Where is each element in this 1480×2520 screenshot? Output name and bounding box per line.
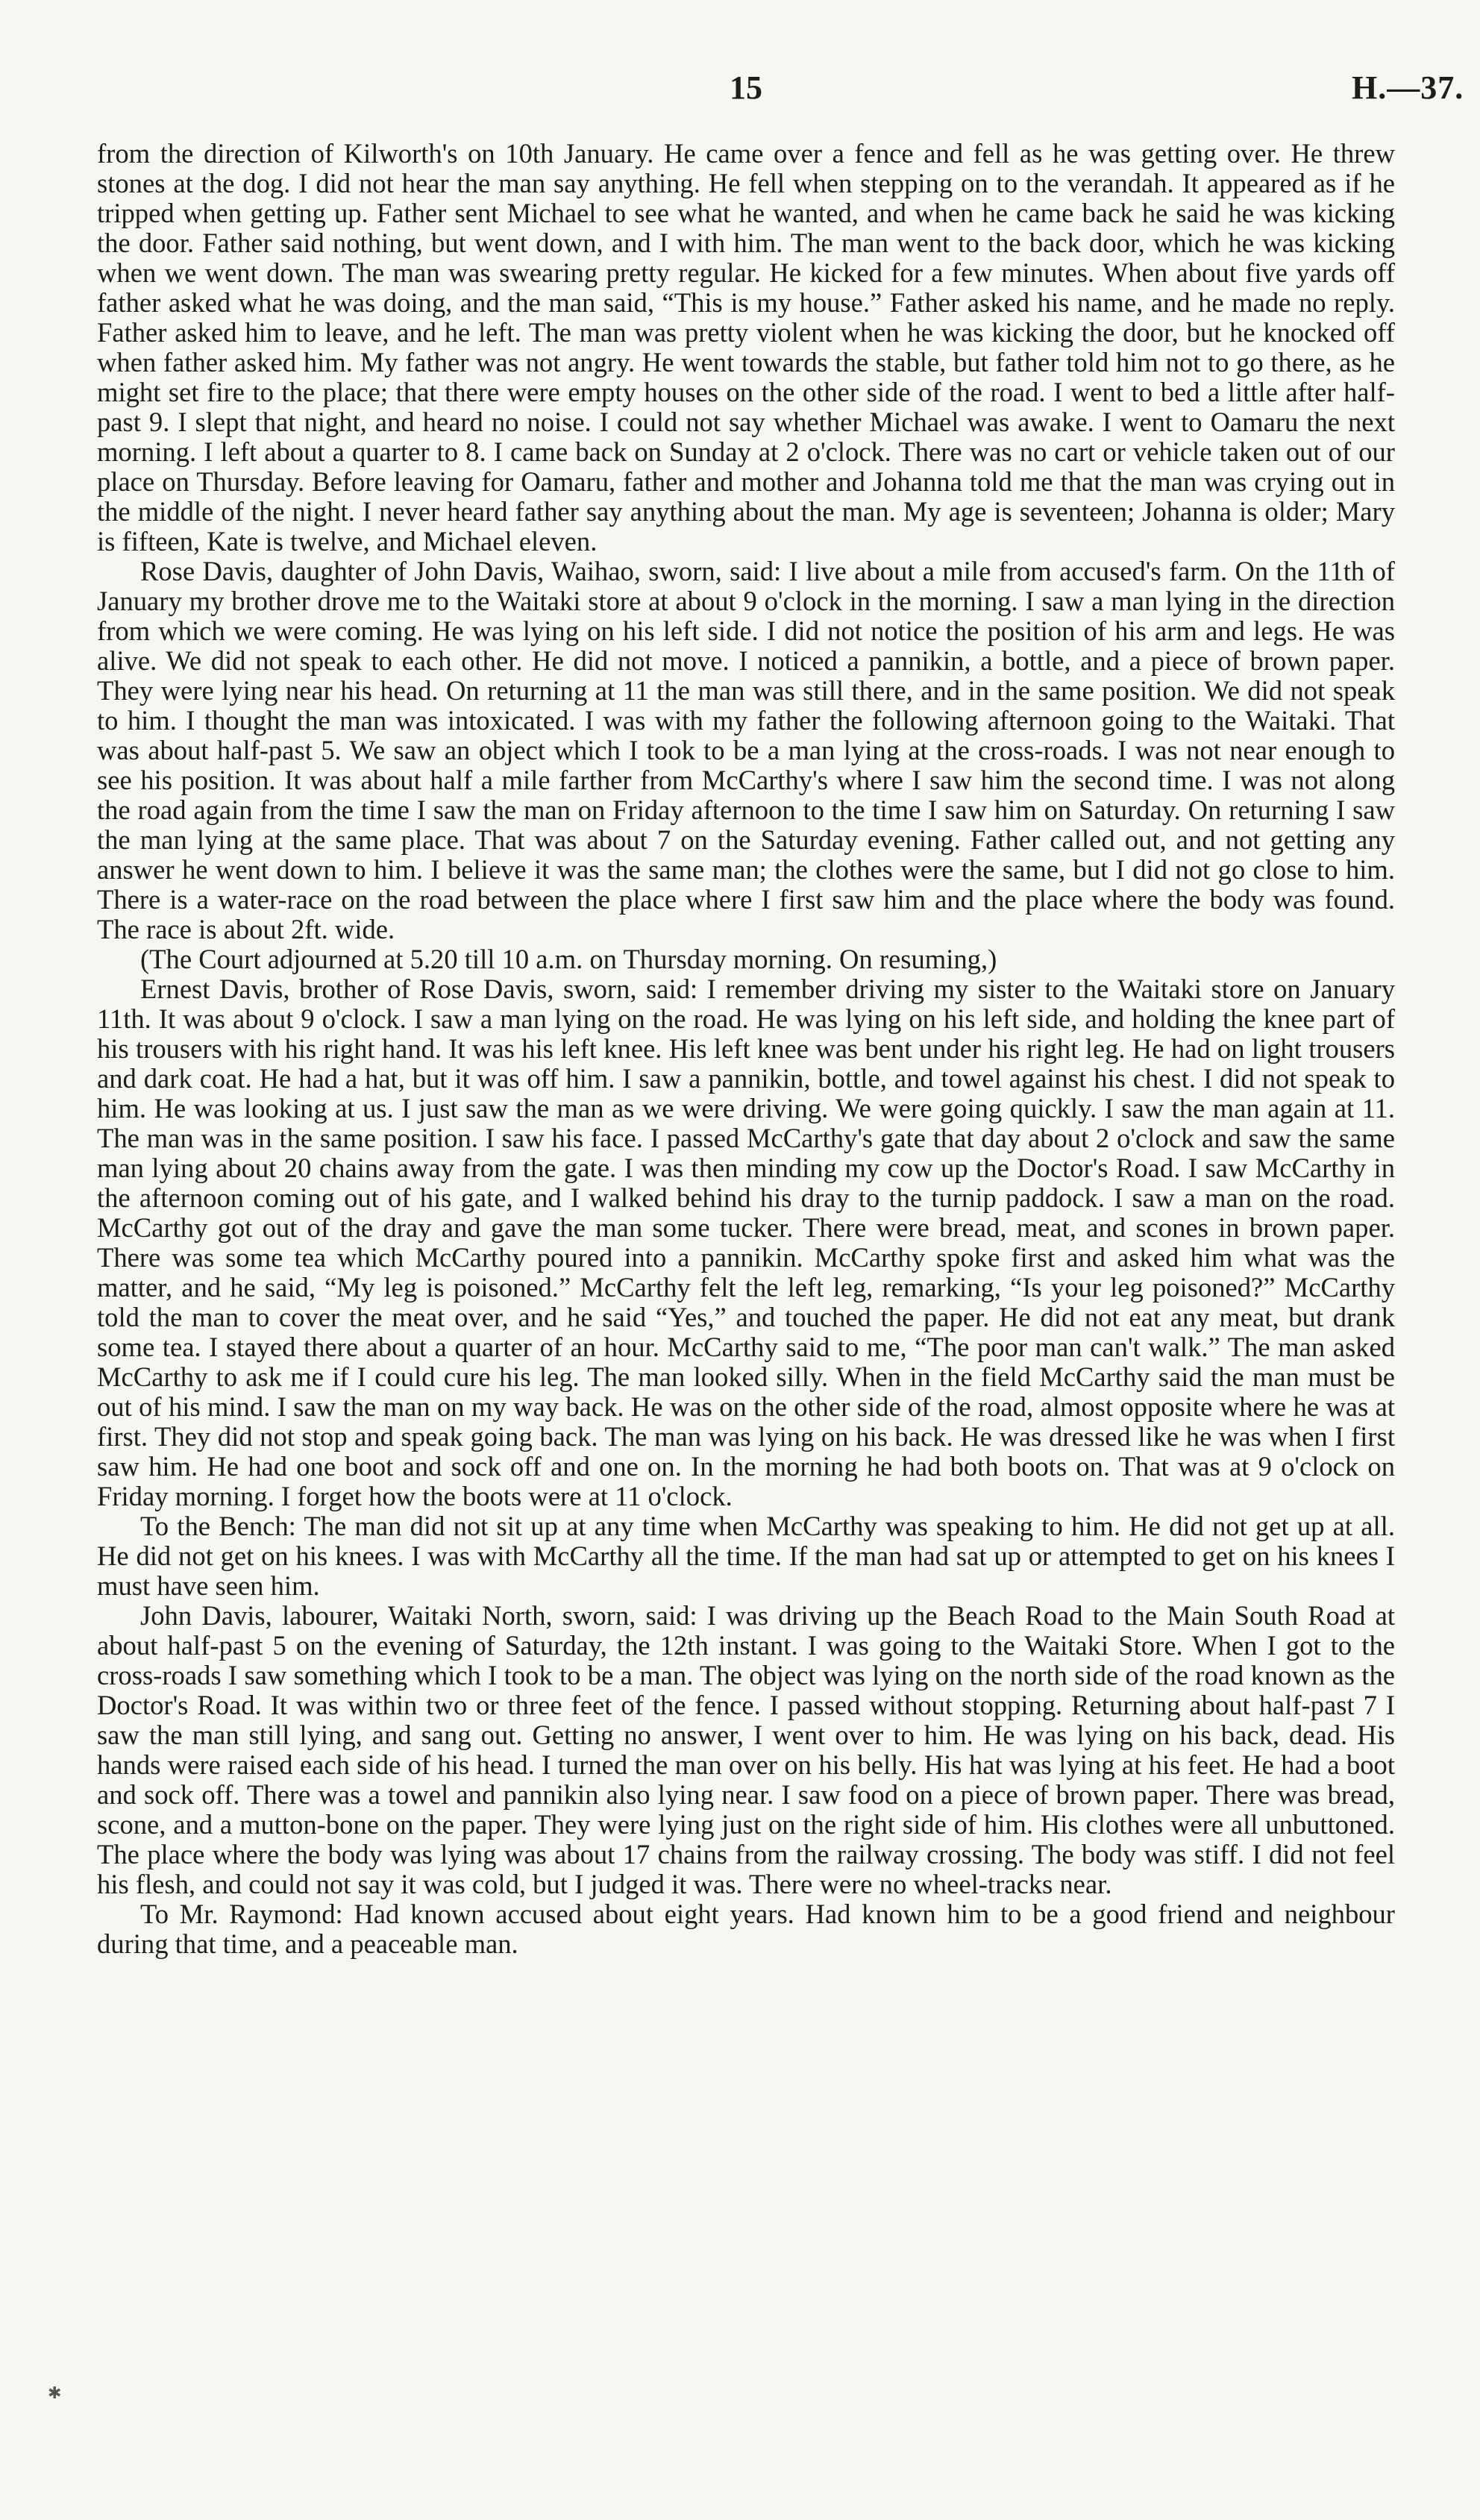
paragraph-ernest-davis: Ernest Davis, brother of Rose Davis, sworn, said: I remember driving my sister to the Waitaki store on January 11th. It was about 9 o'clock. I saw a man lying on the road. He was lying on his left side, and holding the knee part of his trousers with his right hand. It was his left knee. His left knee was bent under his right leg. He had on light trousers and dark coat. He had a hat, but it was off him. I saw a pannikin, bottle, and towel against his chest. I did not speak to him. He was looking at us. I just saw the man as we were driving. We were going quickly. I saw the man again at 11. The man was in the same position. I saw his face. I passed McCarthy's gate that day about 2 o'clock and saw the same man lying about 20 chains away from the gate. I was then minding my cow up the Doctor's Road. I saw McCarthy in the afternoon coming out of his gate, and I walked behind his dray to the turnip paddock. I saw a man on the road. McCarthy got out of the dray and gave the man some tucker. There were bread, meat, and scones in brown paper. There was some tea which McCarthy poured into a pannikin. McCarthy spoke first and asked him what was the matter, and he said, “My leg is poisoned.” McCarthy felt the left leg, remarking, “Is your leg poisoned?” McCarthy told the man to cover the meat over, and he said “Yes,” and touched the paper. He did not eat any meat, but drank some tea. I stayed there about a quarter of an hour. McCarthy said to me, “The poor man can't walk.” The man asked McCarthy to ask me if I could cure his leg. The man looked silly. When in the field McCarthy said the man must be out of his mind. I saw the man on my way back. He was on the other side of the road, almost opposite where he was at first. They did not stop and speak going back. The man was lying on his back. He was dressed like he was when I first saw him. He had one boot and sock off and one on. In the morning he had both boots on. That was at 9 o'clock on Friday morning. I forget how the boots were at 11 o'clock. <box>97 974 1395 1511</box>
paragraph-to-the-bench: To the Bench: The man did not sit up at any time when McCarthy was speaking to him. He did not get up at all. He did not get on his knees. I was with McCarthy all the time. If the man had sat up or attempted to get on his knees I must have seen him. <box>97 1511 1395 1601</box>
body-text <box>97 139 1395 1959</box>
paragraph-continued-testimony: from the direction of Kilworth's on 10th January. He came over a fence and fell as he was getting over. He threw stones at the dog. I did not hear the man say anything. He fell when stepping on to the verandah. It appeared as if he tripped when getting up. Father sent Michael to see what he wanted, and when he came back he said he was kicking the door. Father said nothing, but went down, and I with him. The man went to the back door, which he was kicking when we went down. The man was swearing pretty regular. He kicked for a few minutes. When about five yards off father asked what he was doing, and the man said, “This is my house.” Father asked his name, and he made no reply. Father asked him to leave, and he left. The man was pretty violent when he was kicking the door, but he knocked off when father asked him. My father was not angry. He went towards the stable, but father told him not to go there, as he might set fire to the place; that there were empty houses on the other side of the road. I went to bed a little after half-past 9. I slept that night, and heard no noise. I could not say whether Michael was awake. I went to Oamaru the next morning. I left about a quarter to 8. I came back on Sunday at 2 o'clock. There was no cart or vehicle taken out of our place on Thursday. Before leaving for Oamaru, father and mother and Johanna told me that the man was crying out in the middle of the night. I never heard father say anything about the man. My age is seventeen; Johanna is older; Mary is fifteen, Kate is twelve, and Michael eleven. <box>97 138 1395 557</box>
paragraph-to-mr-raymond: To Mr. Raymond: Had known accused about eight years. Had known him to be a good friend and neighbour during that time, and a peaceable man. <box>97 1899 1395 1959</box>
document-reference: H.—37. <box>1352 69 1464 106</box>
paragraph-rose-davis: Rose Davis, daughter of John Davis, Waihao, sworn, said: I live about a mile from accused's farm. On the 11th of January my brother drove me to the Waitaki store at about 9 o'clock in the morning. I saw a man lying in the direction from which we were coming. He was lying on his left side. I did not notice the position of his arm and legs. He was alive. We did not speak to each other. He did not move. I noticed a pannikin, a bottle, and a piece of brown paper. They were lying near his head. On returning at 11 the man was still there, and in the same position. We did not speak to him. I thought the man was intoxicated. I was with my father the following afternoon going to the Waitaki. That was about half-past 5. We saw an object which I took to be a man lying at the cross-roads. I was not near enough to see his position. It was about half a mile farther from McCarthy's where I saw him the second time. I was not along the road again from the time I saw the man on Friday afternoon to the time I saw him on Saturday. On returning I saw the man lying at the same place. That was about 7 on the Saturday evening. Father called out, and not getting any answer he went down to him. I believe it was the same man; the clothes were the same, but I did not go close to him. There is a water-race on the road between the place where I first saw him and the place where the body was found. The race is about 2ft. wide. <box>97 556 1395 944</box>
page-number: 15 <box>730 69 762 106</box>
paragraph-john-davis: John Davis, labourer, Waitaki North, sworn, said: I was driving up the Beach Road to the Main South Road at about half-past 5 on the evening of Saturday, the 12th instant. I was going to the Waitaki Store. When I got to the cross-roads I saw something which I took to be a man. The object was lying on the north side of the road known as the Doctor's Road. It was within two or three feet of the fence. I passed without stopping. Returning about half-past 7 I saw the man still lying, and sang out. Getting no answer, I went over to him. He was lying on his back, dead. His hands were raised each side of his head. I turned the man over on his belly. His hat was lying at his feet. He had a boot and sock off. There was a towel and pannikin also lying near. I saw food on a piece of brown paper. There was bread, scone, and a mutton-bone on the paper. They were lying just on the right side of him. His clothes were all unbuttoned. The place where the body was lying was about 17 chains from the railway crossing. The body was stiff. I did not feel his flesh, and could not say it was cold, but I judged it was. There were no wheel-tracks near. <box>97 1600 1395 1899</box>
paragraph-court-adjourned: (The Court adjourned at 5.20 till 10 a.m. on Thursday morning. On resuming,) <box>140 944 997 974</box>
stray-mark: ✱ <box>48 2383 62 2402</box>
page-header <box>0 66 1480 110</box>
